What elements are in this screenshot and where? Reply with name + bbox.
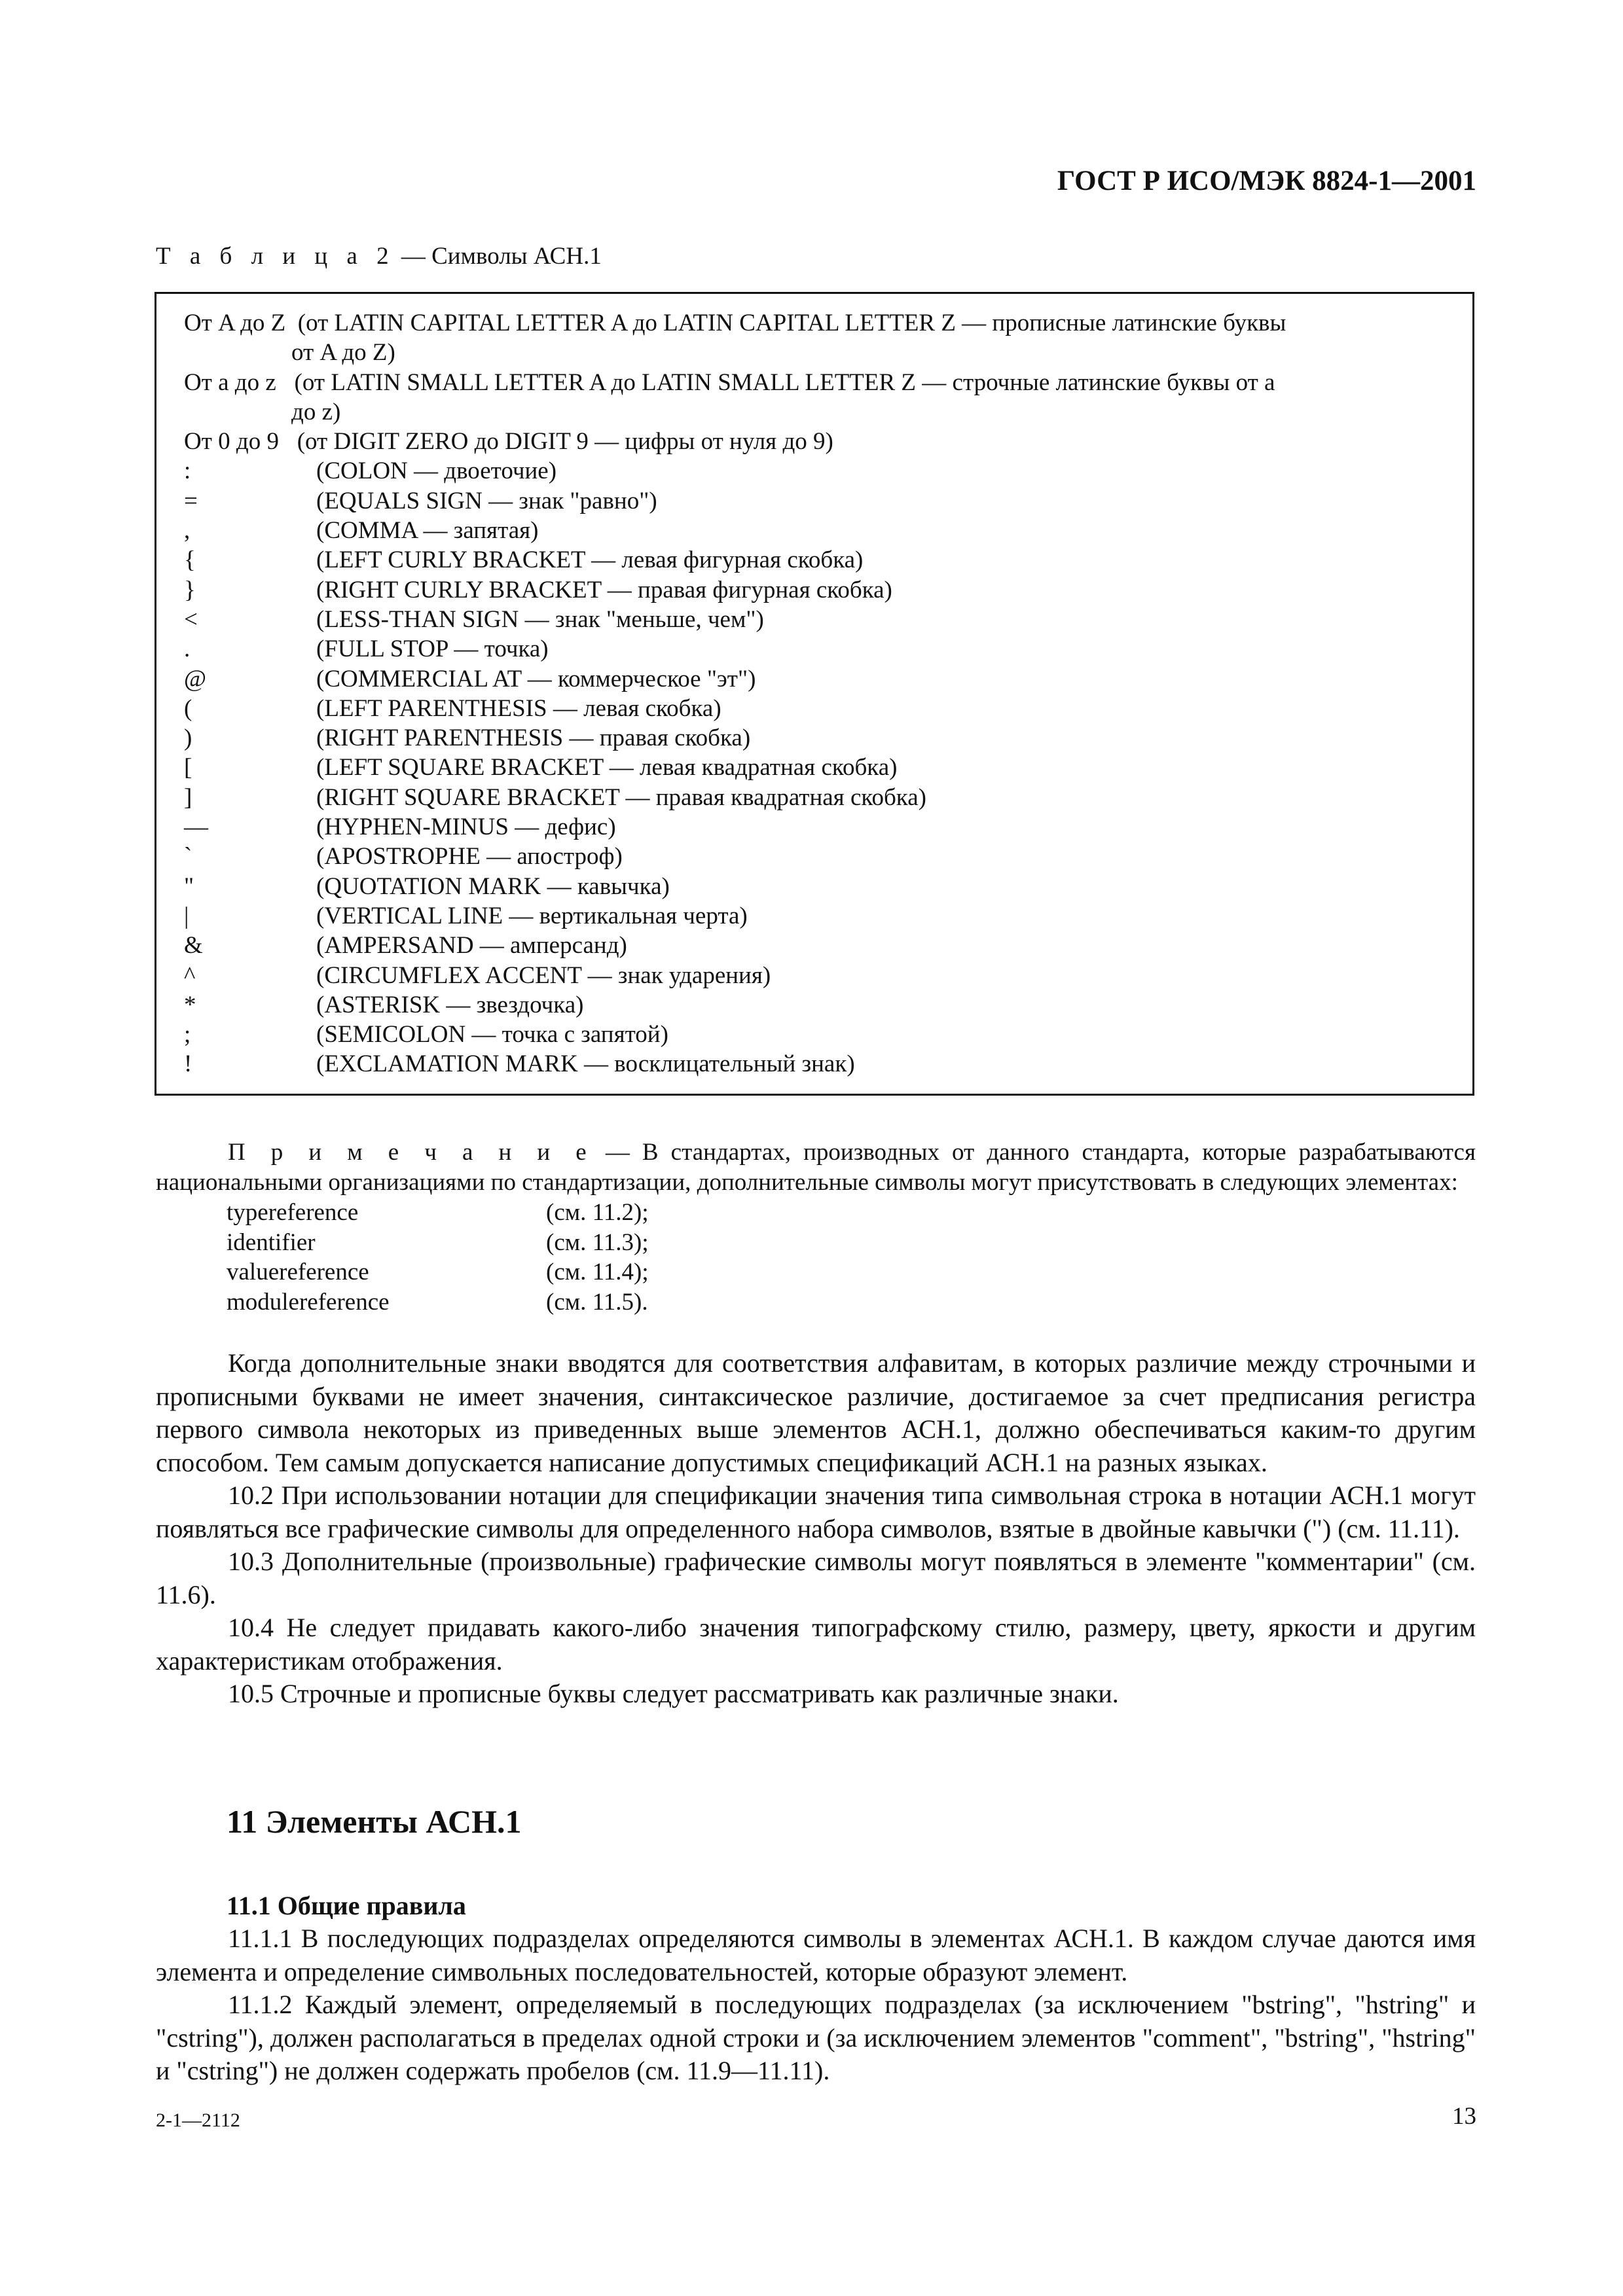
symbol-description: (QUOTATION MARK — кавычка)	[316, 872, 670, 900]
symbol-row	[156, 842, 1472, 871]
symbol-char: .	[184, 636, 191, 663]
range-row	[156, 368, 1472, 427]
note-block	[156, 1138, 1476, 1317]
ref-section: (см. 11.2);	[546, 1199, 649, 1226]
ref-section: (см. 11.5).	[546, 1288, 648, 1316]
symbol-char: [	[184, 754, 192, 781]
symbol-row	[156, 605, 1472, 634]
symbol-row	[156, 961, 1472, 990]
note-ref-row	[227, 1257, 1476, 1287]
symbol-row	[156, 1020, 1472, 1049]
symbol-char: !	[184, 1050, 192, 1078]
ref-element-name: modulereference	[227, 1288, 390, 1316]
symbol-description: (RIGHT CURLY BRACKET — правая фигурная скобка)	[316, 576, 892, 603]
symbol-row	[156, 753, 1472, 782]
symbol-char: @	[184, 665, 207, 692]
symbol-description: (EQUALS SIGN — знак "равно")	[316, 487, 657, 514]
paragraph: 10.3 Дополнительные (произвольные) графические символы могут появляться в элементе "комментарии" (см. 11.6).	[156, 1547, 1476, 1609]
symbol-rows	[156, 456, 1472, 1079]
symbol-char: :	[184, 457, 191, 485]
symbols-table	[155, 292, 1474, 1096]
table-caption-label: Т а б л и ц а 2	[156, 243, 395, 270]
symbol-row	[156, 456, 1472, 486]
note-label: П р и м е ч а н и е	[228, 1139, 593, 1166]
symbol-row	[156, 575, 1472, 605]
symbol-description: (LEFT CURLY BRACKET — левая фигурная скобка)	[316, 547, 864, 574]
symbol-char: *	[184, 991, 196, 1018]
symbol-row	[156, 872, 1472, 901]
symbol-description: (LESS-THAN SIGN — знак "меньше, чем")	[316, 605, 764, 633]
symbol-row	[156, 634, 1472, 664]
symbol-description: (FULL STOP — точка)	[316, 636, 549, 663]
paragraph: 11.1.2 Каждый элемент, определяемый в последующих подразделах (за исключением "bstring", "hstring" и "cstring"), должен располагаться в пределах одной строки и (за исключением элементов "comment", "bstring", "hstring" и "cstring") не должен содержать пробелов (см. 11.9—11.11).	[156, 1990, 1476, 2085]
symbol-row	[156, 694, 1472, 723]
symbol-description: (COMMERCIAL AT — коммерческое "эт")	[316, 665, 756, 692]
note-ref-row	[227, 1228, 1476, 1258]
symbol-description: (AMPERSAND — амперсанд)	[316, 932, 627, 960]
note-text	[156, 1138, 1476, 1198]
note-refs	[227, 1198, 1476, 1317]
range-rows	[156, 308, 1472, 456]
ref-section: (см. 11.4);	[546, 1259, 649, 1285]
range-row	[156, 427, 1472, 456]
symbol-char: —	[184, 814, 208, 841]
symbol-description: (CIRCUMFLEX ACCENT — знак ударения)	[316, 961, 771, 989]
body-paragraphs-2	[156, 1922, 1476, 2088]
symbol-char: }	[184, 576, 196, 603]
range-row-continuation: от A до Z)	[291, 339, 395, 367]
symbol-row	[156, 812, 1472, 842]
paragraph: 10.2 При использовании нотации для спецификации значения типа символьная строка в нотации АСН.1 могут появляться все графические символы для определенного набора символов, взятые в двойные кавычки (") (см. 11.11).	[156, 1480, 1476, 1543]
symbol-description: (COLON — двоеточие)	[316, 457, 557, 485]
symbol-char: ]	[184, 783, 192, 811]
symbol-description: (ASTERISK — звездочка)	[316, 991, 584, 1018]
symbol-description: (SEMICOLON — точка с запятой)	[316, 1021, 668, 1049]
symbol-description: (RIGHT PARENTHESIS — правая скобка)	[316, 725, 751, 752]
note-ref-row	[227, 1287, 1476, 1318]
page-number: 13	[1452, 2103, 1476, 2130]
section-title: 11 Элементы АСН.1	[227, 1803, 522, 1840]
standard-header: ГОСТ Р ИСО/МЭК 8824-1—2001	[1057, 166, 1476, 196]
symbol-row	[156, 783, 1472, 812]
symbol-row	[156, 931, 1472, 960]
table-caption-text: — Символы АСН.1	[395, 243, 602, 270]
paragraph: 11.1.1 В последующих подразделах определяются символы в элементах АСН.1. В каждом случае даются имя элемента и определение символьных последовательностей, которые образуют элемент.	[156, 1924, 1476, 1986]
symbol-char: `	[184, 843, 192, 870]
subsection-title: 11.1 Общие правила	[227, 1891, 466, 1920]
note-body: — В стандартах, производных от данного стандарта, которые разрабатываются национальными организациями по стандартизации, дополнительные символы могут присутствовать в следующих элементах:	[156, 1139, 1476, 1196]
symbol-char: <	[184, 605, 198, 633]
symbol-row	[156, 901, 1472, 931]
symbol-description: (VERTICAL LINE — вертикальная черта)	[316, 902, 748, 929]
symbol-row	[156, 1049, 1472, 1079]
range-row	[156, 308, 1472, 368]
symbol-char: |	[184, 902, 189, 929]
paragraph: Когда дополнительные знаки вводятся для соответствия алфавитам, в которых различие между строчными и прописными буквами не имеет значения, синтаксическое различие, достигаемое за счет предписания регистра первого символа некоторых из приведенных выше элементов АСН.1, должно обеспечиваться каким-то другим способом. Тем самым допускается написание допустимых спецификаций АСН.1 на разных языках.	[156, 1348, 1476, 1477]
symbol-row	[156, 990, 1472, 1020]
symbol-row	[156, 723, 1472, 753]
symbol-description: (LEFT PARENTHESIS — левая скобка)	[316, 694, 721, 722]
symbol-row	[156, 545, 1472, 575]
footer-code: 2-1—2112	[156, 2109, 240, 2131]
body-paragraphs	[156, 1347, 1476, 1711]
table-caption	[156, 242, 602, 270]
symbol-char: &	[184, 932, 203, 960]
symbol-char: {	[184, 547, 196, 574]
symbol-description: (COMMA — запятая)	[316, 517, 539, 545]
symbol-char: (	[184, 694, 192, 722]
paragraph: 10.4 Не следует придавать какого-либо значения типографскому стилю, размеру, цвету, яркости и другим характеристикам отображения.	[156, 1613, 1476, 1676]
note-ref-row	[227, 1198, 1476, 1228]
symbol-row	[156, 486, 1472, 516]
ref-element-name: valuereference	[227, 1259, 369, 1285]
ref-element-name: identifier	[227, 1229, 316, 1256]
symbol-description: (APOSTROPHE — апостроф)	[316, 843, 623, 870]
symbol-char: )	[184, 725, 192, 752]
range-row-continuation: до z)	[291, 398, 341, 425]
symbol-char: "	[184, 872, 194, 900]
symbol-description: (RIGHT SQUARE BRACKET — правая квадратная скобка)	[316, 783, 926, 811]
symbol-char: ,	[184, 517, 191, 545]
ref-element-name: typereference	[227, 1199, 359, 1226]
symbol-row	[156, 664, 1472, 694]
range-row-line: От A до Z (от LATIN CAPITAL LETTER A до LATIN CAPITAL LETTER Z — прописные латинские буквы	[184, 310, 1286, 336]
symbol-description: (EXCLAMATION MARK — восклицательный знак)	[316, 1050, 855, 1078]
symbol-char: =	[184, 487, 198, 514]
symbol-row	[156, 516, 1472, 545]
symbol-description: (LEFT SQUARE BRACKET — левая квадратная скобка)	[316, 754, 898, 781]
symbol-char: ;	[184, 1021, 191, 1049]
range-row-line: От 0 до 9 (от DIGIT ZERO до DIGIT 9 — цифры от нуля до 9)	[184, 428, 833, 456]
range-row-line: От a до z (от LATIN SMALL LETTER A до LATIN SMALL LETTER Z — строчные латинские буквы от a	[184, 368, 1275, 396]
ref-section: (см. 11.3);	[546, 1229, 649, 1256]
symbol-char: ^	[184, 961, 196, 989]
symbol-description: (HYPHEN-MINUS — дефис)	[316, 814, 616, 841]
paragraph: 10.5 Строчные и прописные буквы следует рассматривать как различные знаки.	[228, 1679, 1119, 1708]
